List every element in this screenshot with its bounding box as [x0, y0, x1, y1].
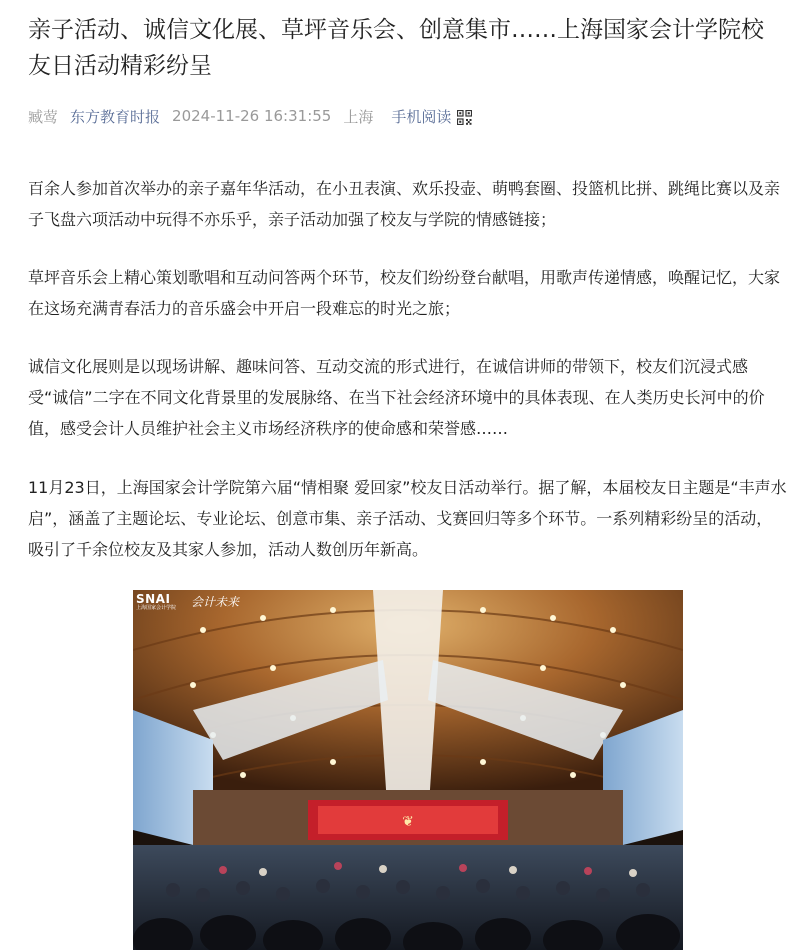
author-name: 臧莺 [28, 107, 59, 126]
paragraph-parent-child-carnival: 百余人参加首次举办的亲子嘉年华活动，在小丑表演、欢乐投壶、萌鸭套圈、投篮机比拼、跳绳比赛以及亲子飞盘六项活动中玩得不亦乐乎，亲子活动加强了校友与学院的情感链接； [28, 179, 781, 229]
auditorium-illustration [133, 590, 683, 950]
auditorium-photo[interactable] [133, 590, 683, 950]
svg-text:❦: ❦ [402, 814, 414, 830]
snai-logo: SNAI 上海国家会计学院 [136, 592, 177, 611]
mobile-read-link[interactable]: 手机阅读 [391, 107, 452, 126]
paragraph-lawn-concert: 草坪音乐会上精心策划歌唱和互动问答两个环节，校友们纷纷登台献唱，用歌声传递情感，唤醒记忆，大家在这场充满青春活力的音乐盛会中开启一段难忘的时光之旅； [28, 268, 781, 318]
photo-slogan: 会计未来 [191, 595, 240, 609]
article-meta [28, 104, 472, 128]
publish-location: 上海 [343, 107, 374, 126]
source-link[interactable]: 东方教育时报 [70, 107, 161, 126]
qr-code-icon[interactable] [457, 110, 472, 125]
article-title: 亲子活动、诚信文化展、草坪音乐会、创意集市……上海国家会计学院校友日活动精彩纷呈 [28, 17, 764, 79]
publish-datetime: 2024-11-26 16:31:55 [172, 107, 332, 125]
paragraph-alumni-day: 11月23日，上海国家会计学院第六届“情相聚 爱回家”校友日活动举行。据了解，本届校友日主题是“丰声水启”，涵盖了主题论坛、专业论坛、创意市集、亲子活动、戈赛回归等多个环节。一系列精彩纷呈的活动，吸引了千余位校友及其家人参加，活动人数创历年新高。 [28, 478, 787, 559]
paragraph-integrity-exhibition: 诚信文化展则是以现场讲解、趣味问答、互动交流的形式进行，在诚信讲师的带领下，校友们沉浸式感受“诚信”二字在不同文化背景里的发展脉络、在当下社会经济环境中的具体表现、在人类历史长河中的价值，感受会计人员维护社会主义市场经济秩序的使命感和荣誉感…… [28, 357, 765, 438]
